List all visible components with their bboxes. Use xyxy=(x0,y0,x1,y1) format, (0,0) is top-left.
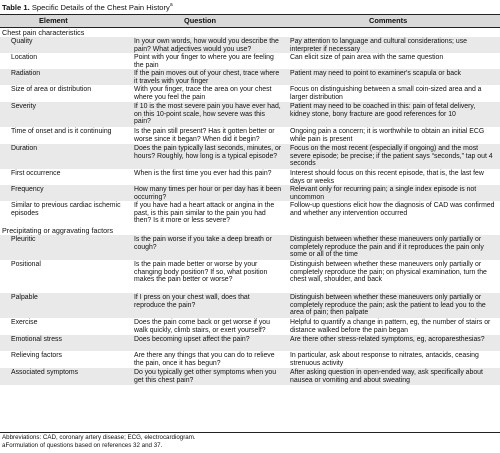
cell-comments: In particular, ask about response to nitrates, antacids, ceasing strenuous activity xyxy=(290,352,479,367)
cell-question: If 10 is the most severe pain you have ever had, on this 10-point scale, how severe was this pain? xyxy=(134,103,281,126)
table-row xyxy=(0,235,500,260)
table-row xyxy=(0,37,500,53)
cell-question: Does the pain come back or get worse if you walk quickly, climb stairs, or exert yourself? xyxy=(134,319,270,334)
cell-comments: Helpful to quantify a change in pattern, eg, the number of stairs or distance walked before the pain began xyxy=(290,319,491,334)
cell-comments: Patient may need to point to examiner's scapula or back xyxy=(290,70,461,77)
table-header xyxy=(0,15,500,28)
column-header-question: Question xyxy=(184,16,217,25)
table-label: Table 1. xyxy=(2,3,30,12)
cell-question: Is the pain still present? Has it gotten better or worse since it began? When did it begin? xyxy=(134,128,275,143)
cell-comments: Ongoing pain a concern; it is worthwhile to obtain an initial ECG while pain is present xyxy=(290,128,485,143)
column-header-element: Element xyxy=(39,16,68,25)
cell-element: Severity xyxy=(11,103,36,110)
cell-comments: After asking question in open-ended way, ask specifically about nausea or vomiting and about sweating xyxy=(290,369,483,384)
cell-element: Exercise xyxy=(11,319,38,326)
section-heading: Chest pain characteristics xyxy=(0,28,500,37)
table-row xyxy=(0,69,500,85)
table-row xyxy=(0,318,500,335)
cell-element: Relieving factors xyxy=(11,352,62,359)
cell-element: Associated symptoms xyxy=(11,369,79,376)
cell-element: Palpable xyxy=(11,294,38,301)
cell-question: Does becoming upset affect the pain? xyxy=(134,336,250,343)
cell-comments: Pay attention to language and cultural considerations; use interpreter if necessary xyxy=(290,38,467,53)
cell-element: Radiation xyxy=(11,70,41,77)
table-title: Specific Details of the Chest Pain History xyxy=(31,3,170,12)
cell-comments: Are there other stress-related symptoms, eg, acroparesthesias? xyxy=(290,336,485,343)
table-row xyxy=(0,185,500,201)
cell-question: When is the first time you ever had this pain? xyxy=(134,170,272,177)
footnote-abbreviations: Abbreviations: CAD, coronary artery disease; ECG, electrocardiogram. xyxy=(2,434,196,441)
cell-question: Is the pain worse if you take a deep breath or cough? xyxy=(134,236,272,251)
cell-comments: Can elicit size of pain area with the same question xyxy=(290,54,444,61)
cell-comments: Distinguish between whether these maneuvers only partially or completely reproduce the pain and if it reproduces the pain only some or all of the time xyxy=(290,236,484,259)
cell-element: Location xyxy=(11,54,38,61)
cell-comments: Relevant only for recurring pain; a single index episode is not uncommon xyxy=(290,186,477,201)
cell-element: Positional xyxy=(11,261,41,268)
table-row xyxy=(0,102,500,127)
cell-element: Time of onset and is it continuing xyxy=(11,128,112,135)
table-caption xyxy=(2,3,173,12)
cell-element: First occurrence xyxy=(11,170,61,177)
cell-question: If the pain moves out of your chest, trace where it travels with your finger xyxy=(134,70,280,85)
table-row xyxy=(0,335,500,351)
cell-question: Is the pain made better or worse by your changing body position? If so, what position makes the pain better or worse? xyxy=(134,261,268,284)
table-row xyxy=(0,293,500,318)
section-heading: Precipitating or aggravating factors xyxy=(0,226,500,235)
cell-comments: Distinguish between whether these maneuvers only partially or completely reproduce the pain; ask the patient to lead you to the area of pain; then palpate xyxy=(290,294,486,317)
table-row xyxy=(0,351,500,368)
column-header-comments: Comments xyxy=(369,16,408,25)
cell-question: How many times per hour or per day has it been occurring? xyxy=(134,186,282,201)
cell-element: Pleuritic xyxy=(11,236,36,243)
cell-question: If I press on your chest wall, does that reproduce the pain? xyxy=(134,294,250,309)
title-footnote-mark: a xyxy=(169,2,173,8)
cell-question: Are there any things that you can do to relieve the pain, once it has begun? xyxy=(134,352,275,367)
cell-question: If you have had a heart attack or angina in the past, is this pain similar to the pain you had then? Is it more or less severe? xyxy=(134,202,275,225)
table-row xyxy=(0,127,500,144)
chest-pain-table xyxy=(0,15,500,385)
cell-question: Point with your finger to where you are feeling the pain xyxy=(134,54,274,69)
table-row xyxy=(0,201,500,226)
footnote-formulation: aFormulation of questions based on references 32 and 37. xyxy=(2,442,163,449)
table-row xyxy=(0,144,500,169)
cell-element: Frequency xyxy=(11,186,44,193)
cell-comments: Patient may need to be coached in this: pain of fetal delivery, kidney stone, bony fracture are good references for 10 xyxy=(290,103,476,118)
cell-question: Do you typically get other symptoms when you get this chest pain? xyxy=(134,369,277,384)
cell-comments: Interest should focus on this recent episode, that is, the last few days or weeks xyxy=(290,170,484,185)
cell-element: Duration xyxy=(11,145,38,152)
table-row xyxy=(0,85,500,102)
cell-element: Quality xyxy=(11,38,33,45)
cell-element: Similar to previous cardiac ischemic episodes xyxy=(11,202,121,217)
table-row xyxy=(0,53,500,69)
cell-question: With your finger, trace the area on your chest where you feel the pain xyxy=(134,86,272,101)
cell-question: In your own words, how would you describe the pain? What adjectives would you use? xyxy=(134,38,279,53)
table-row xyxy=(0,169,500,185)
table-row xyxy=(0,368,500,385)
cell-comments: Distinguish between whether these maneuvers only partially or completely reproduce the pain; on physical examination, turn the chest wall, shoulder, and back xyxy=(290,261,487,284)
cell-element: Emotional stress xyxy=(11,336,62,343)
cell-comments: Focus on distinguishing between a small coin-sized area and a larger distribution xyxy=(290,86,482,101)
cell-question: Does the pain typically last seconds, minutes, or hours? Roughly, how long is a typical episode? xyxy=(134,145,282,160)
cell-comments: Follow-up questions elicit how the diagnosis of CAD was confirmed and whether any intervention occurred xyxy=(290,202,495,217)
bottom-rule xyxy=(0,432,500,433)
table-row xyxy=(0,260,500,293)
cell-comments: Focus on the most recent (especially if ongoing) and the most severe episode; be precise; if the patient says “seconds,” tap out 4 seconds xyxy=(290,145,493,168)
cell-element: Size of area or distribution xyxy=(11,86,92,93)
